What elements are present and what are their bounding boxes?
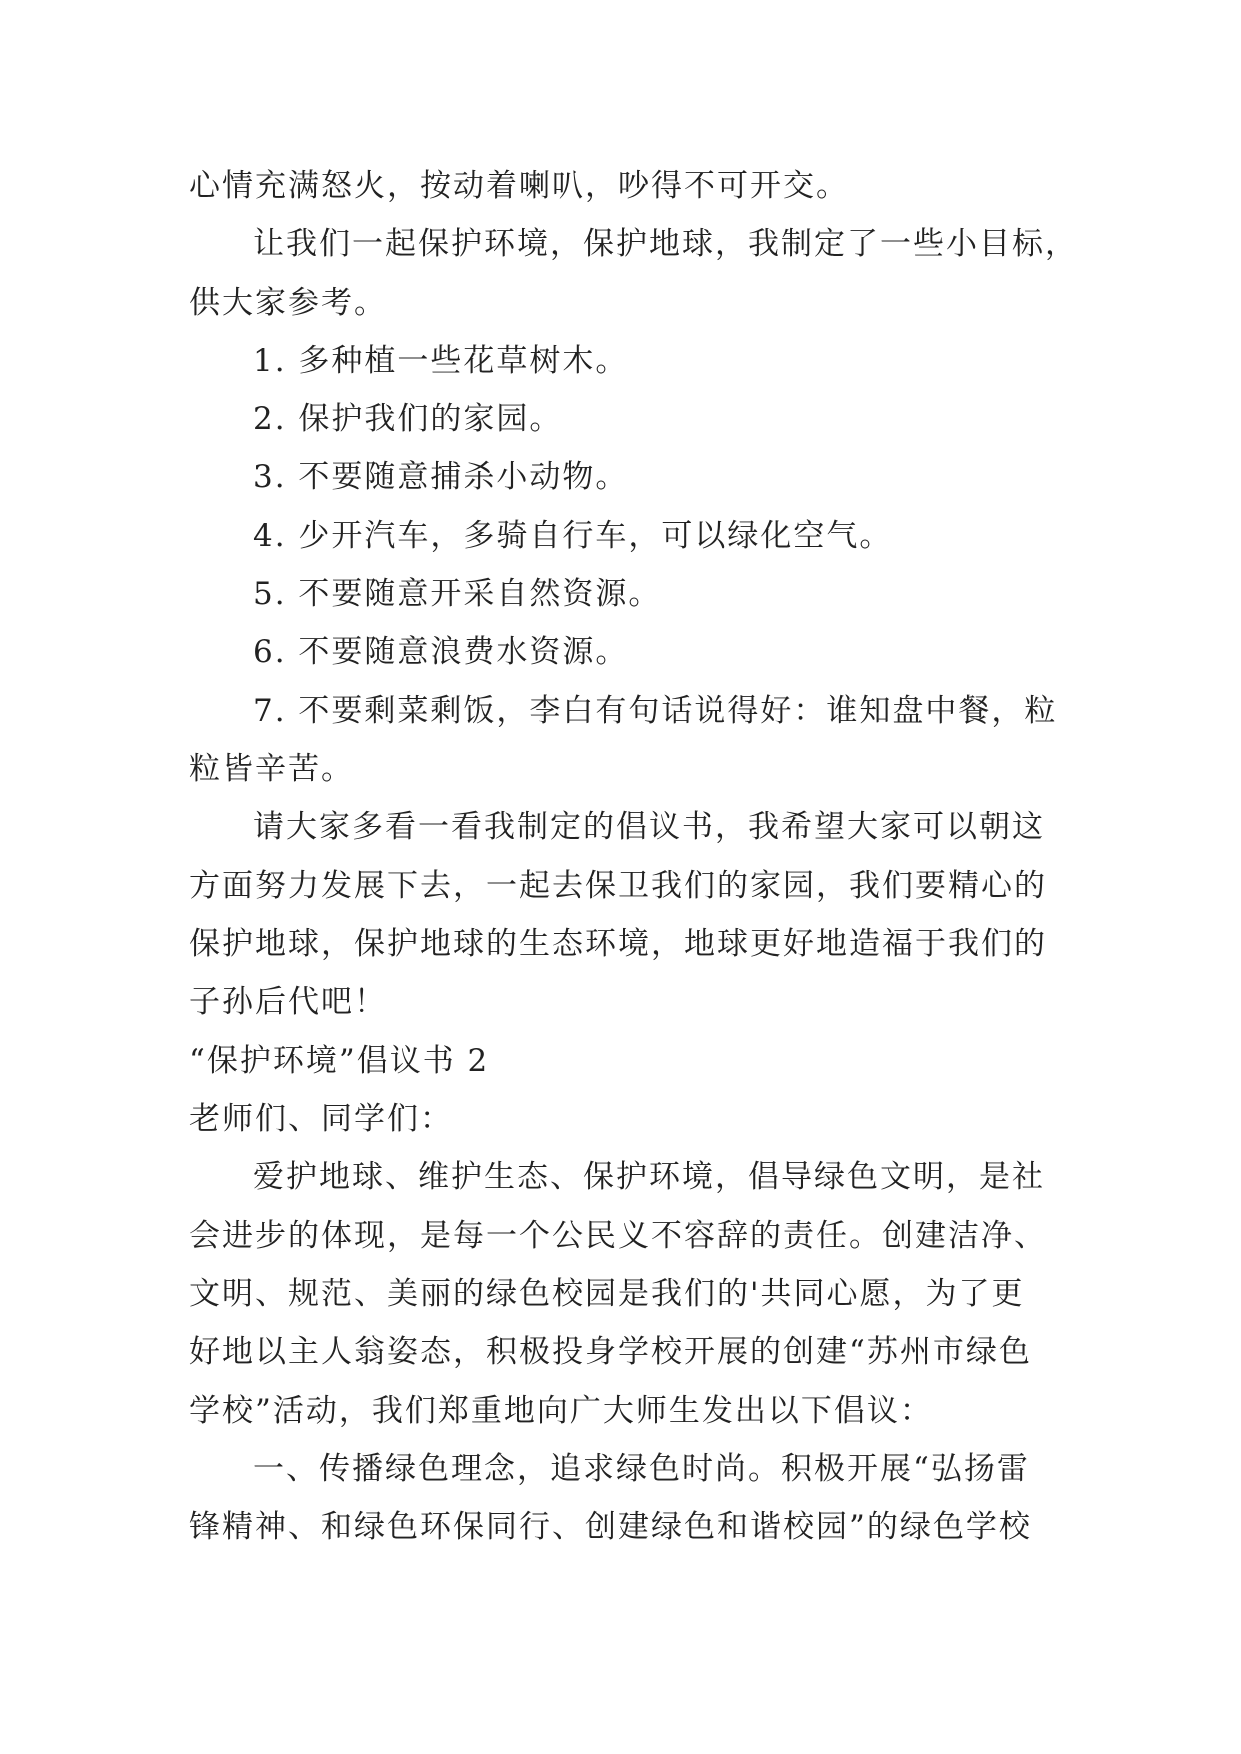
text-line: 一、传播绿色理念，追求绿色时尚。积极开展“弘扬雷 [253, 1451, 1030, 1487]
text-line: 让我们一起保护环境，保护地球，我制定了一些小目标， [253, 226, 1078, 262]
list-item: 4. 少开汽车，多骑自行车，可以绿化空气。 [253, 518, 893, 554]
text-line: 爱护地球、维护生态、保护环境，倡导绿色文明，是社 [253, 1159, 1045, 1195]
list-item: 2. 保护我们的家园。 [253, 401, 563, 437]
text-line: 请大家多看一看我制定的倡议书，我希望大家可以朝这 [253, 809, 1045, 845]
section-title: “保护环境”倡议书 2 [189, 1043, 490, 1079]
text-line: 子孙后代吧！ [189, 984, 387, 1020]
text-line: 方面努力发展下去，一起去保卫我们的家园，我们要精心的 [189, 868, 1047, 904]
text-line: 锋精神、和绿色环保同行、创建绿色和谐校园”的绿色学校 [189, 1509, 1032, 1545]
list-item: 1. 多种植一些花草树木。 [253, 343, 629, 379]
text-line: 粒皆辛苦。 [189, 751, 354, 787]
text-line: 供大家参考。 [189, 285, 387, 321]
text-line: 保护地球，保护地球的生态环境，地球更好地造福于我们的 [189, 926, 1047, 962]
text-line: 文明、规范、美丽的绿色校园是我们的'共同心愿，为了更 [189, 1276, 1025, 1312]
text-line: 好地以主人翁姿态，积极投身学校开展的创建“苏州市绿色 [189, 1334, 1032, 1370]
list-item: 3. 不要随意捕杀小动物。 [253, 459, 629, 495]
list-item: 7. 不要剩菜剩饭，李白有句话说得好：谁知盘中餐，粒 [253, 693, 1058, 729]
salutation: 老师们、同学们： [189, 1101, 453, 1137]
text-line: 心情充满怒火，按动着喇叭，吵得不可开交。 [189, 168, 849, 204]
list-item: 5. 不要随意开采自然资源。 [253, 576, 662, 612]
text-line: 学校”活动，我们郑重地向广大师生发出以下倡议： [189, 1393, 933, 1429]
text-line: 会进步的体现，是每一个公民义不容辞的责任。创建洁净、 [189, 1218, 1047, 1254]
list-item: 6. 不要随意浪费水资源。 [253, 634, 629, 670]
